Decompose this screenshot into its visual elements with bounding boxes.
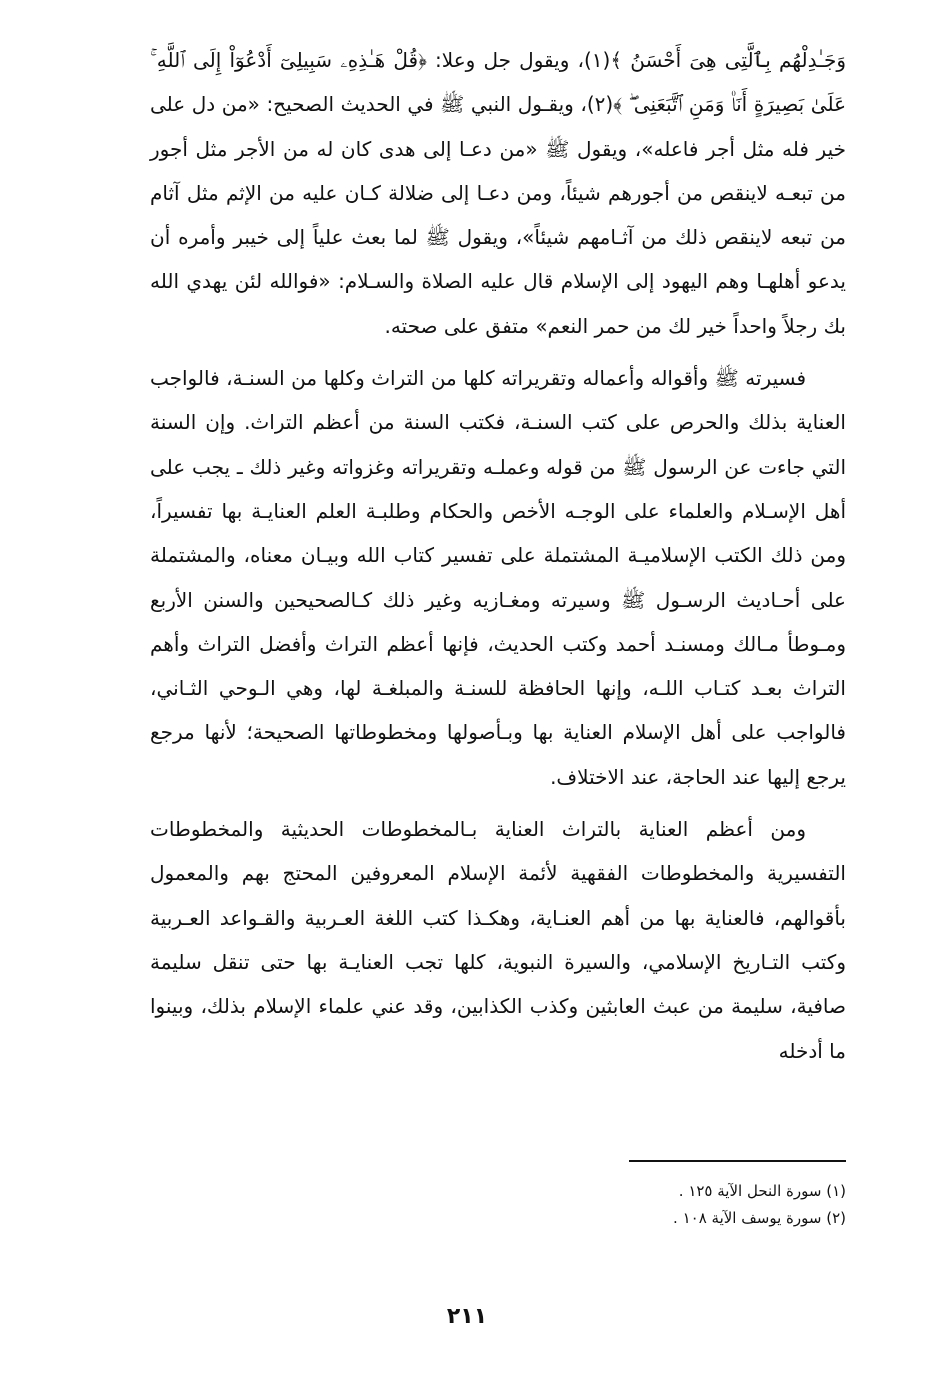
main-text-block <box>150 38 846 1073</box>
paragraph-2: فسيرته ﷺ وأقواله وأعماله وتقريراته كلها من التراث وكلها من السنـة، فالواجب العناية بذلك والحرص على كتب السنـة، فكتب السنة من أعظم التراث. وإن السنة التي جاءت عن الرسول ﷺ من قوله وعملـه وتقريراته وغزواته وغير ذلك ـ يجب على أهل الإسـلام والعلماء على الوجـه الأخص والحكام وطلبـة العلم العنايـة بها تفسيراً، ومن ذلك الكتب الإسلاميـة المشتملة على تفسير كتاب الله وبيـان معناه، والمشتملة على أحـاديث الرسـول ﷺ وسيرته ومغـازيه وغير ذلك كـالصحيحين والسنن الأربع ومـوطأ مـالك ومسنـد أحمد وكتب الحديث، فإنها أعظم التراث وأفضل التراث وأهم التراث بعـد كتـاب اللـه، وإنها الحافظة للسنـة والمبلغـة لها، وهي الـوحي الثـاني، فالواجب على أهل الإسلام العناية بها وبـأصولها ومخطوطاتها الصحيحة؛ لأنها مرجع يرجع إليها عند الحاجة، عند الاختلاف. <box>150 366 846 789</box>
paragraph-1: وَجَـٰدِلْهُم بِٱلَّتِى هِىَ أَحْسَنُ ﴾(١)، ويقول جل وعلا: ﴿قُلْ هَـٰذِهِۦ سَبِيلِىٓ أَدْعُوٓاْ إِلَى ٱللَّهِ ۚ عَلَىٰ بَصِيرَةٍ أَنَا۠ وَمَنِ ٱتَّبَعَنِى ۖ ﴾(٢)، ويقـول النبي ﷺ في الحديث الصحيح: «من دل على خير فله مثل أجر فاعله»، ويقول ﷺ «من دعـا إلى هدى كان له من الأجر مثل أجور من تبعـه لاينقص من أجورهم شيئاً، ومن دعـا إلى ضلالة كـان عليه من الإثم مثل آثام من تبعه لاينقص ذلك من آثـامهم شيئاً»، ويقول ﷺ لما بعث علياً إلى خيبر وأمره أن يدعو أهلهـا وهم اليهود إلى الإسلام قال عليه الصلاة والسـلام: «فوالله لئن يهدي الله بك رجلاً واحداً خير لك من حمر النعم» متفق على صحته. <box>150 48 846 338</box>
footnote-1: (١) سورة النحل الآية ١٢٥ . <box>678 1182 846 1200</box>
footnote-separator <box>629 1160 846 1162</box>
footnote-2: (٢) سورة يوسف الآية ١٠٨ . <box>673 1209 846 1227</box>
footnotes <box>400 1178 846 1232</box>
page-number: ٢١١ <box>446 1304 488 1329</box>
paragraph-3: ومن أعظم العناية بالتراث العناية بـالمخطوطات الحديثية والمخطوطات التفسيرية والمخطوطات الفقهية لأئمة الإسلام المعروفين المحتج بهم والمعمول بأقوالهم، فالعناية بها من أهم العنـاية، وهكـذا كتب اللغة العـربية والقـواعد العـربية وكتب التـاريخ الإسلامي، والسيرة النبوية، كلها تجب العنايـة بها حتى تنقل سليمة صافية، سليمة من عبث العابثين وكذب الكذابين، وقد عني علماء الإسلام بذلك، وبينوا ما أدخله <box>150 817 846 1063</box>
